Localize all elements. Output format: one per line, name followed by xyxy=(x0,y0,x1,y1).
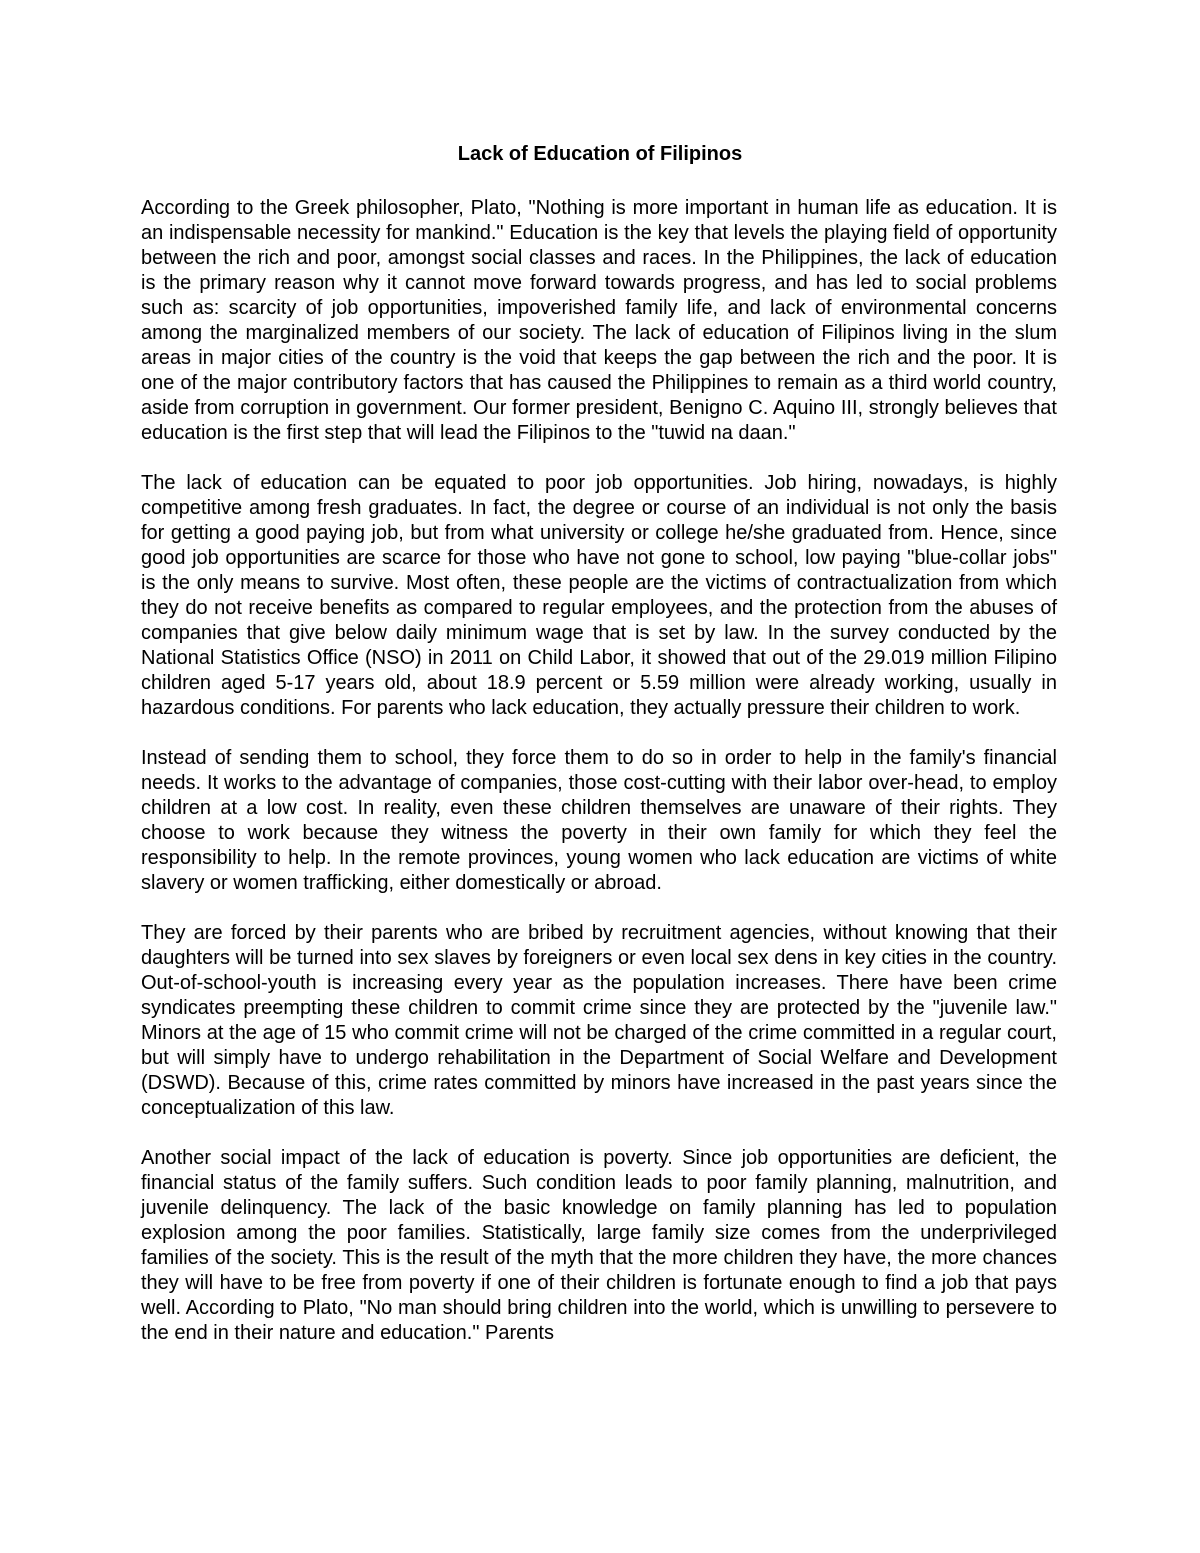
paragraph-2: The lack of education can be equated to poor job opportunities. Job hiring, nowadays, is highly competitive among fresh graduates. In fact, the degree or course of an individual is not only the basis for getting a good paying job, but from what university or college he/she graduated from. Hence, since good job opportunities are scarce for those who have not gone to school, low paying "blue-collar jobs" is the only means to survive. Most often, these people are the victims of contractualization from which they do not receive benefits as compared to regular employees, and the protection from the abuses of companies that give below daily minimum wage that is set by law. In the survey conducted by the National Statistics Office (NSO) in 2011 on Child Labor, it showed that out of the 29.019 million Filipino children aged 5-17 years old, about 18.9 percent or 5.59 million were already working, usually in hazardous conditions. For parents who lack education, they actually pressure their children to work. xyxy=(141,472,1057,719)
document-body xyxy=(141,196,1057,1371)
paragraph-3: Instead of sending them to school, they force them to do so in order to help in the family's financial needs. It works to the advantage of companies, those cost-cutting with their labor over-head, to employ children at a low cost. In reality, even these children themselves are unaware of their rights. They choose to work because they witness the poverty in their own family for which they feel the responsibility to help. In the remote provinces, young women who lack education are victims of white slavery or women trafficking, either domestically or abroad. xyxy=(141,747,1057,894)
paragraph-1: According to the Greek philosopher, Plato, "Nothing is more important in human life as education. It is an indispensable necessity for mankind." Education is the key that levels the playing field of opportunity between the rich and poor, amongst social classes and races. In the Philippines, the lack of education is the primary reason why it cannot move forward towards progress, and has led to social problems such as: scarcity of job opportunities, impoverished family life, and lack of environmental concerns among the marginalized members of our society. The lack of education of Filipinos living in the slum areas in major cities of the country is the void that keeps the gap between the rich and the poor. It is one of the major contributory factors that has caused the Philippines to remain as a third world country, aside from corruption in government. Our former president, Benigno C. Aquino III, strongly believes that education is the first step that will lead the Filipinos to the "tuwid na daan." xyxy=(141,197,1057,444)
paragraph-5: Another social impact of the lack of education is poverty. Since job opportunities are deficient, the financial status of the family suffers. Such condition leads to poor family planning, malnutrition, and juvenile delinquency. The lack of the basic knowledge on family planning has led to population explosion among the poor families. Statistically, large family size comes from the underprivileged families of the society. This is the result of the myth that the more children they have, the more chances they will have to be free from poverty if one of their children is fortunate enough to find a job that pays well. According to Plato, "No man should bring children into the world, which is unwilling to persevere to the end in their nature and education." Parents xyxy=(141,1147,1057,1344)
document-title: Lack of Education of Filipinos xyxy=(457,143,743,165)
paragraph-4: They are forced by their parents who are bribed by recruitment agencies, without knowing that their daughters will be turned into sex slaves by foreigners or even local sex dens in key cities in the country. Out-of-school-youth is increasing every year as the population increases. There have been crime syndicates preempting these children to commit crime since they are protected by the "juvenile law." Minors at the age of 15 who commit crime will not be charged of the crime committed in a regular court, but will simply have to undergo rehabilitation in the Department of Social Welfare and Development (DSWD). Because of this, crime rates committed by minors have increased in the past years since the conceptualization of this law. xyxy=(141,922,1057,1119)
